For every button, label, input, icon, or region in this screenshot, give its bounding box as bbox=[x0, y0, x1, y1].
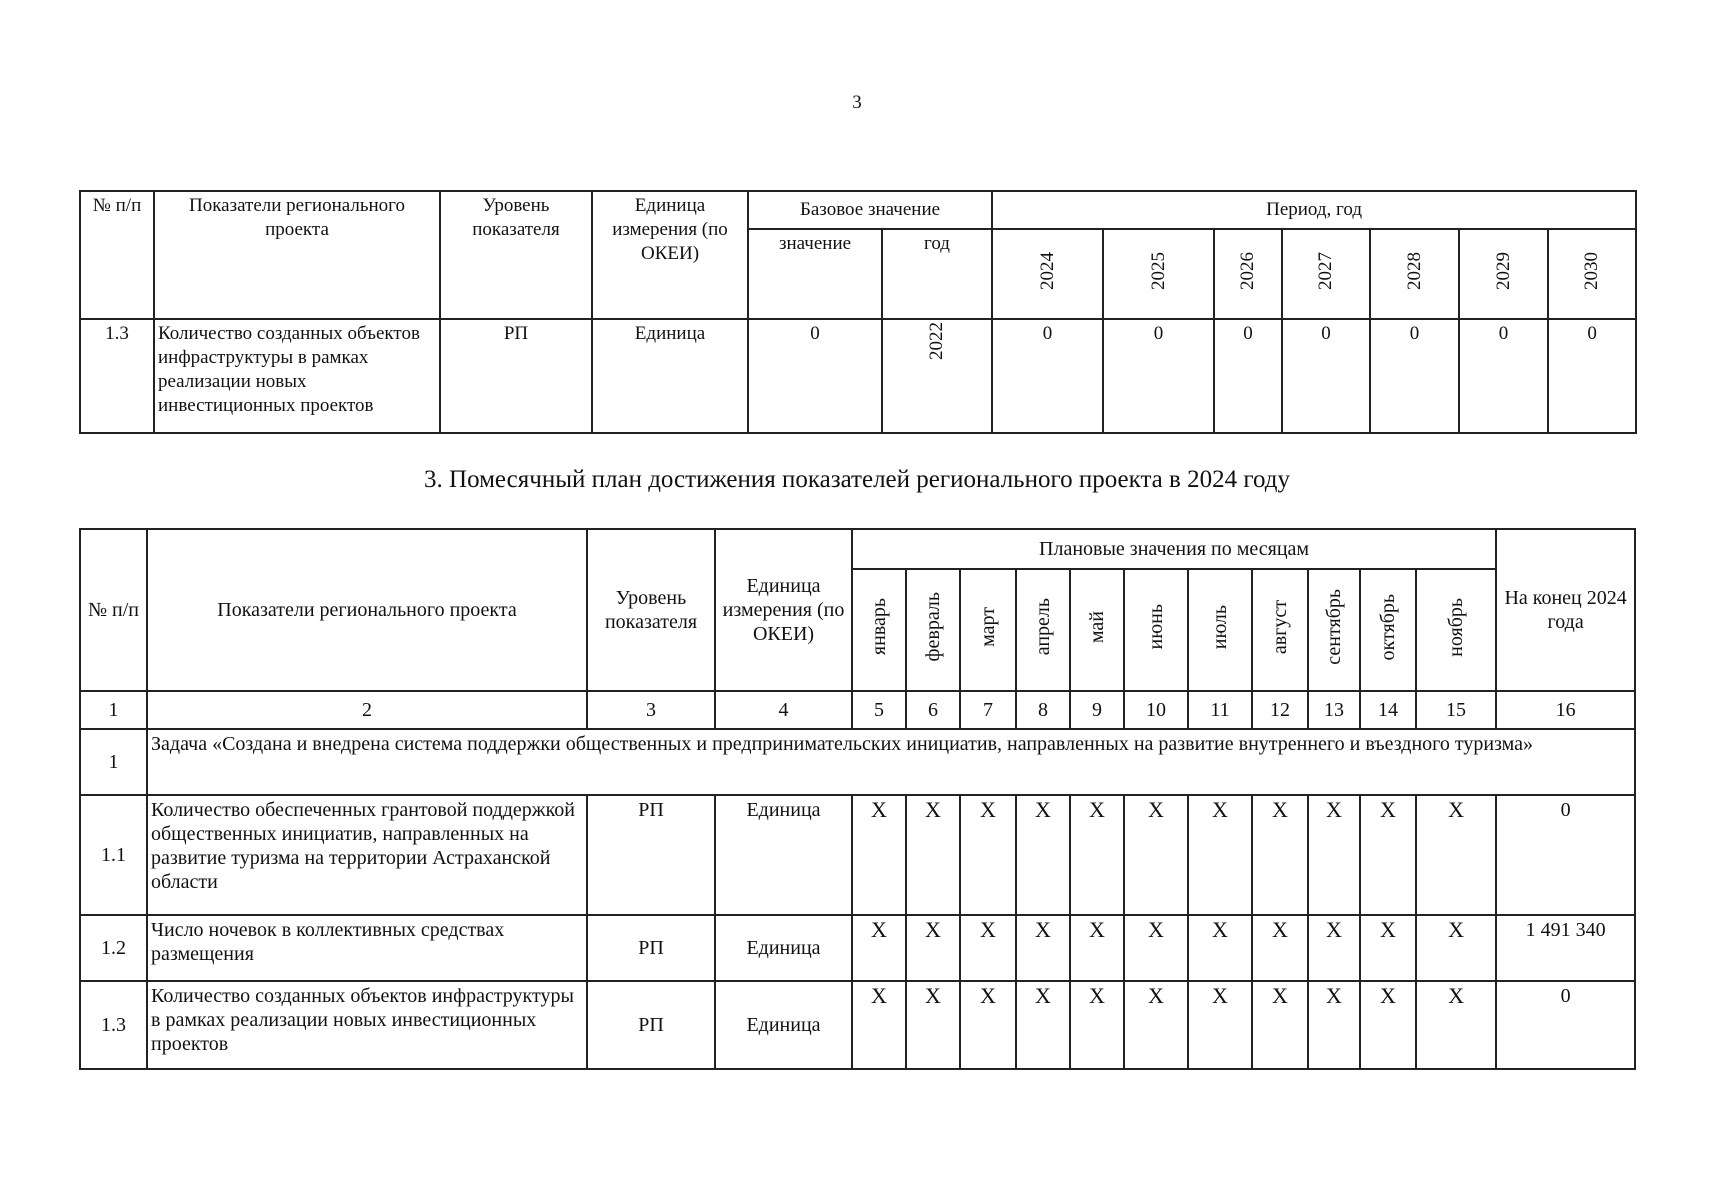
header-level: Уровень показателя bbox=[587, 529, 715, 691]
column-number: 16 bbox=[1496, 691, 1635, 729]
row-month-value: X bbox=[852, 981, 906, 1069]
row-year-value: 0 bbox=[1370, 319, 1459, 433]
row-month-value: X bbox=[960, 915, 1016, 981]
row-year-value: 0 bbox=[1103, 319, 1214, 433]
header-year bbox=[992, 229, 1103, 319]
month-label: март bbox=[977, 607, 999, 647]
header-year bbox=[1370, 229, 1459, 319]
row-year-value: 0 bbox=[992, 319, 1103, 433]
year-label: 2029 bbox=[1492, 251, 1514, 290]
month-label: февраль bbox=[922, 592, 944, 662]
row-month-value: X bbox=[1308, 981, 1360, 1069]
month-label: август bbox=[1269, 599, 1291, 655]
row-level: РП bbox=[587, 981, 715, 1069]
row-month-value: X bbox=[1252, 981, 1308, 1069]
header-year bbox=[1103, 229, 1214, 319]
row-month-value: X bbox=[960, 981, 1016, 1069]
row-end-value: 0 bbox=[1496, 795, 1635, 915]
header-month bbox=[1188, 569, 1252, 691]
year-label: 2025 bbox=[1147, 251, 1169, 290]
table-row bbox=[80, 319, 1636, 433]
header-num: № п/п bbox=[80, 529, 147, 691]
column-number: 14 bbox=[1360, 691, 1416, 729]
year-label: 2028 bbox=[1403, 251, 1425, 290]
row-unit: Единица bbox=[592, 319, 748, 433]
row-month-value: X bbox=[1070, 915, 1124, 981]
row-month-value: X bbox=[1016, 981, 1070, 1069]
year-label: 2026 bbox=[1237, 251, 1259, 290]
row-month-value: X bbox=[1308, 795, 1360, 915]
indicators-period-table bbox=[79, 190, 1637, 434]
base-year-value: 2022 bbox=[926, 322, 947, 360]
column-number: 6 bbox=[906, 691, 960, 729]
header-month bbox=[1308, 569, 1360, 691]
header-year bbox=[1282, 229, 1370, 319]
header-plan: Плановые значения по месяцам bbox=[852, 529, 1496, 569]
header-year bbox=[1548, 229, 1636, 319]
header-base: Базовое значение bbox=[748, 191, 992, 229]
row-base-year bbox=[882, 319, 992, 433]
month-label: июль bbox=[1209, 604, 1231, 650]
header-year bbox=[1459, 229, 1548, 319]
header-period: Период, год bbox=[992, 191, 1636, 229]
row-num: 1.2 bbox=[80, 915, 147, 981]
column-number: 1 bbox=[80, 691, 147, 729]
row-month-value: X bbox=[1416, 795, 1496, 915]
header-base-value: значение bbox=[748, 229, 882, 319]
task-num: 1 bbox=[80, 729, 147, 795]
column-numbers-row bbox=[80, 691, 1635, 729]
column-number: 7 bbox=[960, 691, 1016, 729]
header-end: На конец 2024 года bbox=[1496, 529, 1635, 691]
header-unit: Единица измерения (по ОКЕИ) bbox=[592, 191, 748, 319]
header-month bbox=[1416, 569, 1496, 691]
column-number: 11 bbox=[1188, 691, 1252, 729]
row-indicator: Количество обеспеченных грантовой поддержкой общественных инициатив, направленных на развитие туризма на территории Астраханской области bbox=[147, 795, 587, 915]
column-number: 9 bbox=[1070, 691, 1124, 729]
task-text: Задача «Создана и внедрена система поддержки общественных и предпринимательских инициатив, направленных на развитие внутреннего и въездного туризма» bbox=[147, 729, 1635, 795]
header-month bbox=[1124, 569, 1188, 691]
row-month-value: X bbox=[1308, 915, 1360, 981]
year-label: 2024 bbox=[1036, 251, 1058, 290]
row-year-value: 0 bbox=[1459, 319, 1548, 433]
section-title: 3. Помесячный план достижения показателей регионального проекта в 2024 году bbox=[424, 466, 1290, 493]
row-month-value: X bbox=[1070, 981, 1124, 1069]
column-number: 15 bbox=[1416, 691, 1496, 729]
month-label: январь bbox=[868, 598, 890, 656]
row-month-value: X bbox=[1016, 915, 1070, 981]
row-year-value: 0 bbox=[1282, 319, 1370, 433]
task-row bbox=[80, 729, 1635, 795]
row-indicator: Количество созданных объектов инфраструктуры в рамках реализации новых инвестиционных проектов bbox=[147, 981, 587, 1069]
month-label: ноябрь bbox=[1445, 597, 1468, 657]
table-row bbox=[80, 915, 1635, 981]
row-month-value: X bbox=[1360, 795, 1416, 915]
row-month-value: X bbox=[906, 915, 960, 981]
row-month-value: X bbox=[1124, 795, 1188, 915]
row-unit: Единица bbox=[715, 981, 852, 1069]
row-month-value: X bbox=[1188, 981, 1252, 1069]
row-end-value: 0 bbox=[1496, 981, 1635, 1069]
row-base-value: 0 bbox=[748, 319, 882, 433]
page-number: 3 bbox=[852, 92, 862, 113]
row-month-value: X bbox=[1360, 981, 1416, 1069]
column-number: 13 bbox=[1308, 691, 1360, 729]
header-num: № п/п bbox=[80, 191, 154, 319]
column-number: 4 bbox=[715, 691, 852, 729]
row-num: 1.1 bbox=[80, 795, 147, 915]
row-month-value: X bbox=[1124, 981, 1188, 1069]
column-number: 10 bbox=[1124, 691, 1188, 729]
column-number: 2 bbox=[147, 691, 587, 729]
row-year-value: 0 bbox=[1548, 319, 1636, 433]
month-label: май bbox=[1086, 610, 1108, 644]
header-month bbox=[852, 569, 906, 691]
header-month bbox=[960, 569, 1016, 691]
row-month-value: X bbox=[1070, 795, 1124, 915]
header-indicator: Показатели регионального проекта bbox=[147, 529, 587, 691]
row-month-value: X bbox=[852, 795, 906, 915]
header-month bbox=[1070, 569, 1124, 691]
year-label: 2030 bbox=[1581, 251, 1603, 290]
month-label: июнь bbox=[1145, 604, 1167, 650]
header-year bbox=[1214, 229, 1282, 319]
row-month-value: X bbox=[960, 795, 1016, 915]
row-month-value: X bbox=[1016, 795, 1070, 915]
month-label: октябрь bbox=[1377, 593, 1399, 661]
header-base-year: год bbox=[882, 229, 992, 319]
row-indicator: Число ночевок в коллективных средствах размещения bbox=[147, 915, 587, 981]
header-month bbox=[1016, 569, 1070, 691]
row-end-value: 1 491 340 bbox=[1496, 915, 1635, 981]
row-month-value: X bbox=[1188, 915, 1252, 981]
row-month-value: X bbox=[1188, 795, 1252, 915]
row-indicator: Количество созданных объектов инфраструктуры в рамках реализации новых инвестиционных проектов bbox=[154, 319, 440, 433]
row-month-value: X bbox=[906, 981, 960, 1069]
header-month bbox=[1360, 569, 1416, 691]
row-level: РП bbox=[440, 319, 592, 433]
month-label: апрель bbox=[1032, 598, 1054, 656]
header-month bbox=[1252, 569, 1308, 691]
row-month-value: X bbox=[852, 915, 906, 981]
row-level: РП bbox=[587, 795, 715, 915]
header-indicator: Показатели регионального проекта bbox=[154, 191, 440, 319]
month-label: сентябрь bbox=[1323, 589, 1345, 665]
column-number: 12 bbox=[1252, 691, 1308, 729]
row-month-value: X bbox=[1416, 981, 1496, 1069]
row-num: 1.3 bbox=[80, 319, 154, 433]
row-month-value: X bbox=[906, 795, 960, 915]
column-number: 3 bbox=[587, 691, 715, 729]
row-month-value: X bbox=[1124, 915, 1188, 981]
header-level: Уровень показателя bbox=[440, 191, 592, 319]
row-level: РП bbox=[587, 915, 715, 981]
row-year-value: 0 bbox=[1214, 319, 1282, 433]
row-num: 1.3 bbox=[80, 981, 147, 1069]
monthly-plan-table bbox=[79, 528, 1636, 1070]
row-unit: Единица bbox=[715, 915, 852, 981]
header-unit: Единица измерения (по ОКЕИ) bbox=[715, 529, 852, 691]
row-month-value: X bbox=[1360, 915, 1416, 981]
row-month-value: X bbox=[1416, 915, 1496, 981]
column-number: 5 bbox=[852, 691, 906, 729]
table-row bbox=[80, 795, 1635, 915]
header-month bbox=[906, 569, 960, 691]
row-month-value: X bbox=[1252, 915, 1308, 981]
row-unit: Единица bbox=[715, 795, 852, 915]
table-row bbox=[80, 981, 1635, 1069]
column-number: 8 bbox=[1016, 691, 1070, 729]
year-label: 2027 bbox=[1315, 251, 1337, 290]
row-month-value: X bbox=[1252, 795, 1308, 915]
